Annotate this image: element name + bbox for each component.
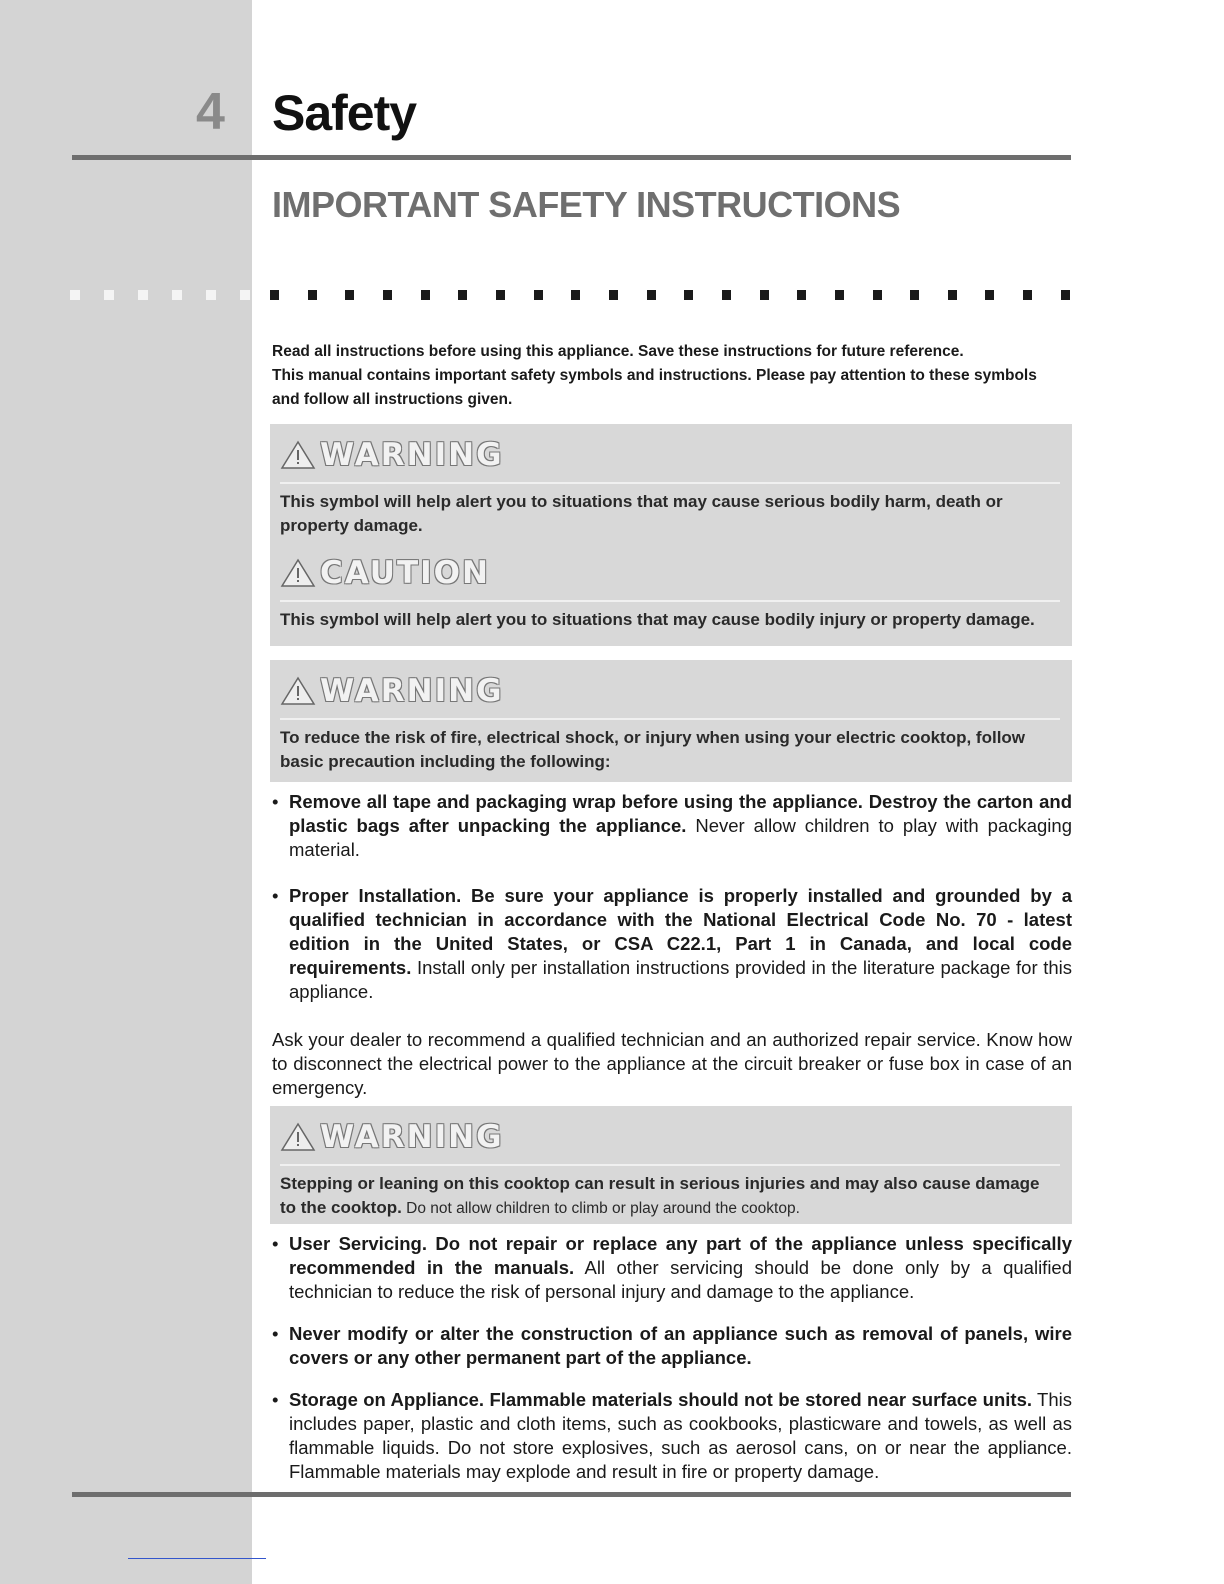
warning-2-text: Stepping or leaning on this cooktop can result in serious injuries and may also cause damage to the cooktop. Do not allow children to climb or play around the cooktop. <box>280 1174 1040 1217</box>
intro-line-2: This manual contains important safety symbols and instructions. Please pay attention to these symbols and follow all instructions given. <box>272 367 1037 408</box>
sidebar-dot-row <box>70 290 250 300</box>
intro-line-1: Read all instructions before using this appliance. Save these instructions for future reference. <box>272 343 964 360</box>
sidebar-band <box>0 0 252 1584</box>
bullet-list-2 <box>272 1232 1072 1484</box>
warning-triangle-icon <box>280 1122 316 1152</box>
warning-triangle-icon <box>280 676 316 706</box>
list-item: • Proper Installation. Be sure your appliance is properly installed and grounded by a qualified technician in accordance with the National Electrical Code No. 70 - latest edition in the United States, or CSA C22.1, Part 1 in Canada, and local code requirements. Install only per installation instructions provided in the literature package for this appliance. <box>272 884 1072 1004</box>
list-item: • Never modify or alter the construction of an appliance such as removal of panels, wire covers or any other permanent part of the appliance. <box>272 1322 1072 1370</box>
top-rule <box>72 155 1071 160</box>
bottom-rule <box>72 1492 1071 1497</box>
caution-triangle-icon <box>280 558 316 588</box>
chapter-title: Safety <box>272 85 417 141</box>
warning-box-2 <box>270 1106 1072 1224</box>
list-item: • Remove all tape and packaging wrap before using the appliance. Destroy the carton and plastic bags after unpacking the appliance. Never allow children to play with packaging material. <box>272 790 1072 862</box>
warning-1-heading: WARNING <box>280 668 1060 714</box>
symbol-legend-box <box>270 424 1072 646</box>
footer-link-line <box>128 1558 266 1559</box>
dot-separator <box>270 290 1070 300</box>
legend-caution-heading: CAUTION <box>280 550 1060 596</box>
list-item: • Storage on Appliance. Flammable materials should not be stored near surface units. This includes paper, plastic and cloth items, such as cookbooks, plasticware and towels, as well as flammable liquids. Do not store explosives, such as aerosol cans, on or near the appliance. Flammable materials may explode and result in fire or property damage. <box>272 1388 1072 1484</box>
warning-triangle-icon <box>280 440 316 470</box>
bullet-list-1 <box>272 790 1072 1004</box>
legend-warning-text: This symbol will help alert you to situations that may cause serious bodily harm, death or property damage. <box>280 492 1003 535</box>
warning-1-text: To reduce the risk of fire, electrical shock, or injury when using your electric cooktop, follow basic precaution including the following: <box>280 728 1026 771</box>
list-item: • User Servicing. Do not repair or replace any part of the appliance unless specifically recommended in the manuals. All other servicing should be done only by a qualified technician to reduce the risk of personal injury and damage to the appliance. <box>272 1232 1072 1304</box>
dealer-paragraph: Ask your dealer to recommend a qualified technician and an authorized repair service. Know how to disconnect the electrical power to the appliance at the circuit breaker or fuse box in case of an emergency. <box>272 1029 1072 1098</box>
section-subtitle: IMPORTANT SAFETY INSTRUCTIONS <box>272 184 901 225</box>
warning-2-heading: WARNING <box>280 1114 1060 1160</box>
chapter-number: 4 <box>196 83 225 141</box>
intro-text <box>272 340 1062 412</box>
legend-caution-text: This symbol will help alert you to situations that may cause bodily injury or property damage. <box>280 610 1035 629</box>
warning-box-1 <box>270 660 1072 782</box>
legend-warning-heading: WARNING <box>280 432 1060 478</box>
